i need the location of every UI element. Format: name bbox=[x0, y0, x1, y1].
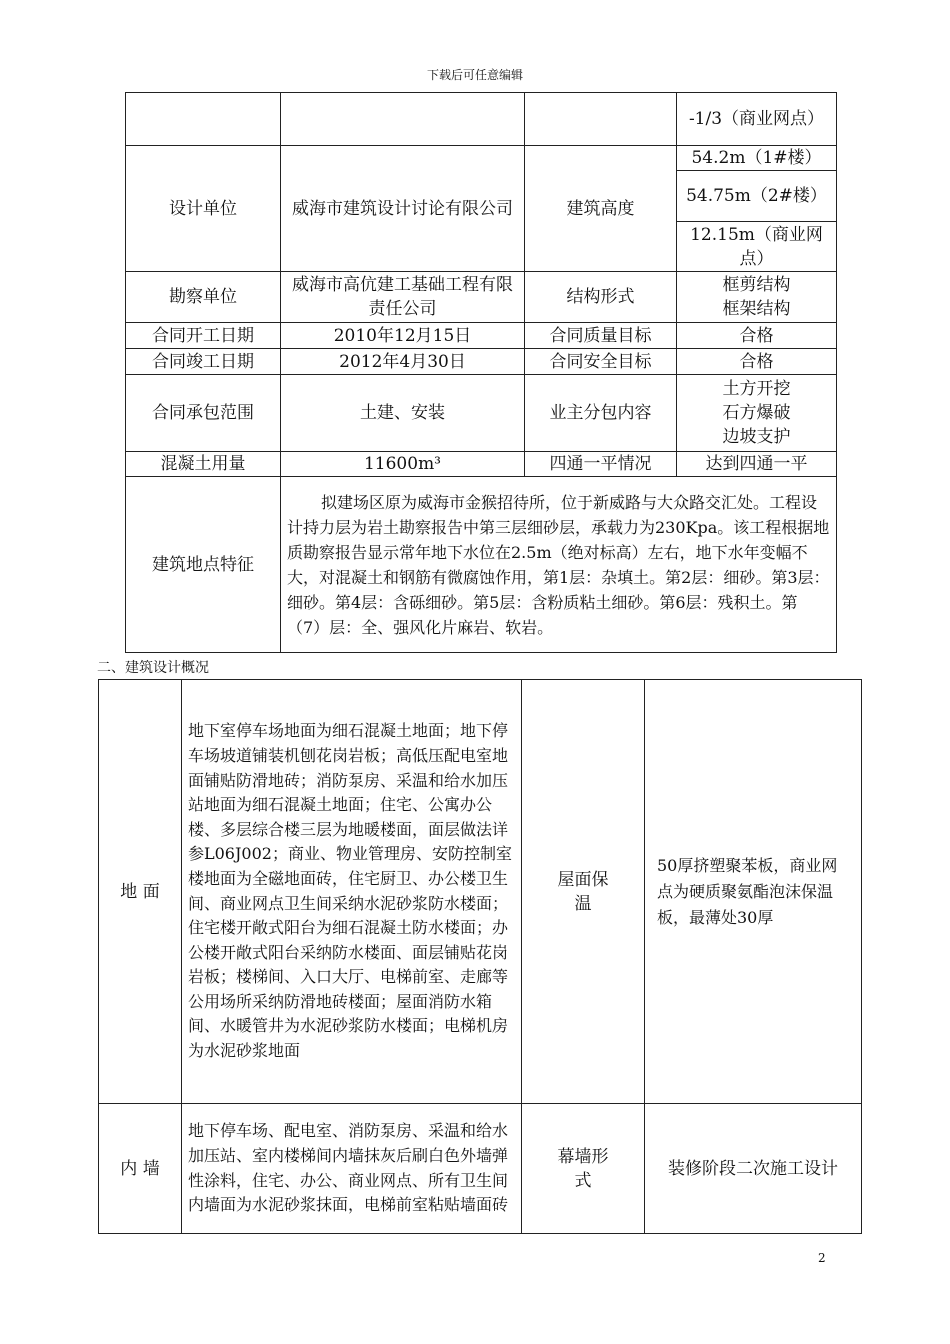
site-text: 拟建场区原为威海市金猴招待所，位于新威路与大众路交汇处。工程设计持力层为岩土勘察报告中第三层细砂层，承载力为230Kpa。该工程根据地质勘察报告显示常年地下水位在2.5m（绝对标高）左右，地下水年变幅不大，对混凝土和钢筋有微腐蚀作用，第1层：杂填土。第2层：细砂。第3层：细砂。第4层：含砾细砂。第5层：含粉质粘土细砂。第6层：残积土。第（7）层：全、强风化片麻岩、软岩。 bbox=[281, 477, 837, 653]
table-cell: -1/3（商业网点） bbox=[677, 93, 837, 146]
height-value: 12.15m（商业网点） bbox=[677, 222, 837, 272]
start-date-value: 2010年12月15日 bbox=[281, 323, 525, 349]
structure-label: 结构形式 bbox=[525, 272, 677, 323]
roof-label: 屋面保温 bbox=[522, 680, 645, 1104]
owner-sub-2: 石方爆破 bbox=[722, 403, 791, 423]
four-links-value: 达到四通一平 bbox=[677, 452, 837, 477]
safety-target-value: 合格 bbox=[677, 349, 837, 375]
table-row bbox=[126, 349, 837, 375]
wall-label: 内 墙 bbox=[99, 1104, 182, 1234]
owner-sub-label: 业主分包内容 bbox=[525, 375, 677, 452]
survey-unit-label: 勘察单位 bbox=[126, 272, 281, 323]
table-row bbox=[126, 272, 837, 323]
curtain-text: 装修阶段二次施工设计 bbox=[645, 1104, 862, 1234]
building-height-label: 建筑高度 bbox=[525, 146, 677, 272]
finish-date-value: 2012年4月30日 bbox=[281, 349, 525, 375]
scope-value: 土建、安装 bbox=[281, 375, 525, 452]
structure-value bbox=[677, 272, 837, 323]
quality-target-value: 合格 bbox=[677, 323, 837, 349]
page-number: 2 bbox=[818, 1251, 826, 1265]
design-overview-table bbox=[98, 679, 862, 1234]
section-title: 二、建筑设计概况 bbox=[97, 660, 209, 676]
owner-sub-value bbox=[677, 375, 837, 452]
owner-sub-3: 边坡支护 bbox=[722, 427, 791, 447]
owner-sub-1: 土方开挖 bbox=[722, 379, 791, 399]
four-links-label: 四通一平情况 bbox=[525, 452, 677, 477]
site-label: 建筑地点特征 bbox=[126, 477, 281, 653]
floor-label: 地 面 bbox=[99, 680, 182, 1104]
table-row bbox=[99, 1104, 862, 1234]
table-row bbox=[126, 93, 837, 146]
scope-label: 合同承包范围 bbox=[126, 375, 281, 452]
table-row bbox=[126, 375, 837, 452]
table-row bbox=[99, 680, 862, 1104]
wall-text: 地下停车场、配电室、消防泵房、采温和给水加压站、室内楼梯间内墙抹灰后刷白色外墙弹性涂料，住宅、办公、商业网点、所有卫生间内墙面为水泥砂浆抹面，电梯前室粘贴墙面砖 bbox=[182, 1104, 522, 1234]
floor-text: 地下室停车场地面为细石混凝土地面；地下停车场坡道铺装机刨花岗岩板；高低压配电室地面铺贴防滑地砖；消防泵房、采温和给水加压站地面为细石混凝土地面；住宅、公寓办公楼、多层综合楼三层为地暖楼面，面层做法详参L06J002；商业、物业管理房、安防控制室楼地面为全磁地面砖，住宅厨卫、办公楼卫生间、商业网点卫生间采纳水泥砂浆防水楼面；住宅楼开敞式阳台为细石混凝土防水楼面；办公楼开敞式阳台采纳防水楼面、面层铺贴花岗岩板；楼梯间、入口大厅、电梯前室、走廊等公用场所采纳防滑地砖楼面；屋面消防水箱间、水暖管井为水泥砂浆防水楼面；电梯机房为水泥砂浆地面 bbox=[182, 680, 522, 1104]
structure-2: 框架结构 bbox=[722, 299, 791, 319]
start-date-label: 合同开工日期 bbox=[126, 323, 281, 349]
finish-date-label: 合同竣工日期 bbox=[126, 349, 281, 375]
height-value: 54.2m（1#楼） bbox=[677, 146, 837, 171]
safety-target-label: 合同安全目标 bbox=[525, 349, 677, 375]
quality-target-label: 合同质量目标 bbox=[525, 323, 677, 349]
project-info-table bbox=[125, 92, 837, 653]
curtain-label: 幕墙形式 bbox=[522, 1104, 645, 1234]
table-row bbox=[126, 323, 837, 349]
structure-1: 框剪结构 bbox=[722, 275, 791, 295]
design-unit-label: 设计单位 bbox=[126, 146, 281, 272]
roof-text: 50厚挤塑聚苯板，商业网点为硬质聚氨酯泡沫保温板，最薄处30厚 bbox=[645, 680, 862, 1104]
concrete-label: 混凝土用量 bbox=[126, 452, 281, 477]
survey-unit-value: 威海市高伉建工基础工程有限责任公司 bbox=[281, 272, 525, 323]
page-header: 下载后可任意编辑 bbox=[426, 68, 523, 82]
concrete-value: 11600m³ bbox=[281, 452, 525, 477]
height-value: 54.75m（2#楼） bbox=[677, 171, 837, 222]
design-unit-value: 威海市建筑设计讨论有限公司 bbox=[281, 146, 525, 272]
table-row bbox=[126, 452, 837, 477]
table-row bbox=[126, 477, 837, 653]
table-row bbox=[126, 146, 837, 171]
